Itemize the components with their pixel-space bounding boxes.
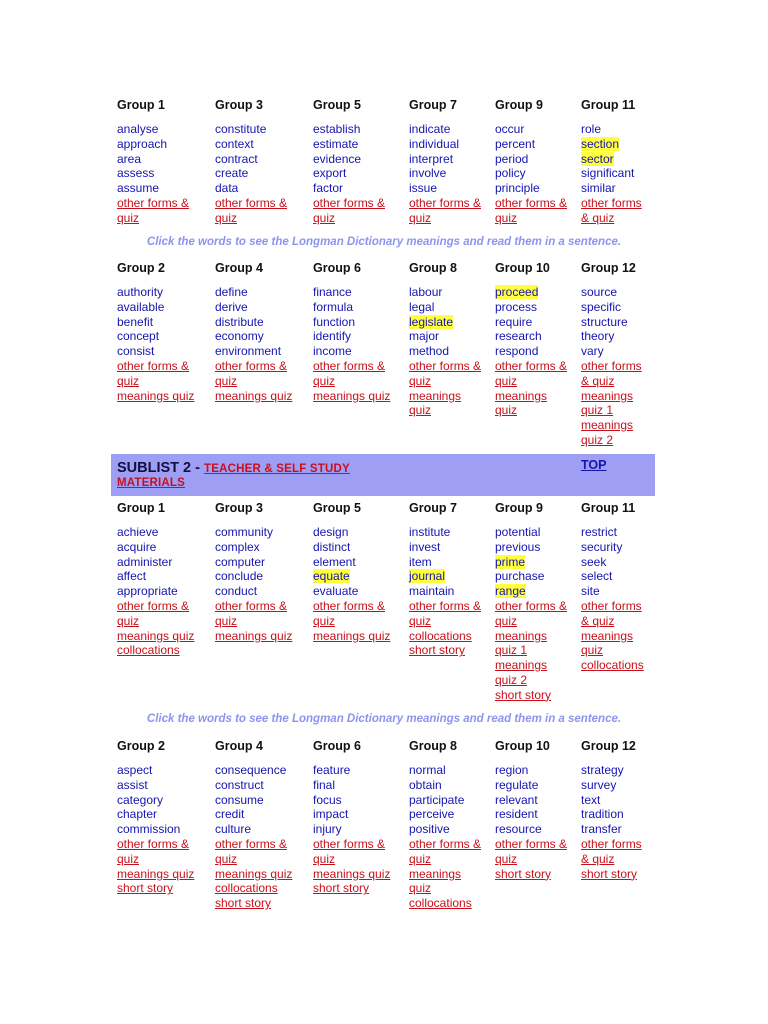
meanings-quiz-link[interactable]: quiz 1 [495,643,528,658]
other-forms-quiz-link[interactable]: & quiz [581,210,615,225]
other-forms-quiz-link[interactable]: & quiz [581,613,615,628]
highlighted-word: prime [495,554,526,569]
meanings-quiz-link[interactable]: quiz 1 [581,403,614,418]
word-link[interactable]: require [495,314,533,329]
other-forms-quiz-link[interactable]: other forms & [313,836,386,851]
word-link[interactable]: economy [215,329,264,344]
sublist-title-text: SUBLIST 2 - [117,460,205,476]
word-link[interactable]: evaluate [313,584,359,599]
word-link[interactable]: conduct [215,584,258,599]
meanings-quiz-link[interactable]: meanings [495,628,548,643]
word-link[interactable]: analyse [117,122,159,136]
word-link[interactable]: labour [409,285,443,299]
highlighted-word: equate [313,569,350,584]
short-story-link[interactable]: short story [495,866,552,881]
word-link[interactable]: environment [215,344,282,359]
word-link[interactable]: individual [409,136,460,151]
other-forms-quiz-link[interactable]: quiz [409,851,432,866]
other-forms-quiz-link[interactable]: other forms & [117,358,190,373]
word-link[interactable]: finance [313,285,352,299]
other-forms-quiz-link[interactable]: other forms & [409,358,482,373]
word-link[interactable]: legal [409,299,435,314]
word-link[interactable]: derive [215,299,248,314]
word-link[interactable]: formula [313,299,354,314]
group-header: Group 11 [581,501,636,515]
word-link[interactable]: define [215,285,248,299]
meanings-quiz-link[interactable]: quiz [495,403,518,418]
word-link[interactable]: function [313,314,356,329]
word-link[interactable]: acquire [117,539,157,554]
group-header: Group 12 [581,739,636,753]
group-header: Group 7 [409,501,457,515]
meanings-quiz-link[interactable]: meanings quiz [313,628,391,643]
word-link[interactable]: positive [409,822,450,837]
word-link[interactable]: construct [215,777,264,792]
word-link[interactable]: major [409,329,440,344]
word-link[interactable]: purchase [495,569,545,584]
other-forms-quiz-link[interactable]: quiz [409,373,432,388]
word-link[interactable]: establish [313,122,361,136]
word-link[interactable]: constitute [215,122,267,136]
word-link[interactable]: achieve [117,525,159,539]
group-header: Group 8 [409,739,457,753]
meanings-quiz-link[interactable]: quiz 2 [581,432,614,447]
meanings-quiz-link[interactable]: quiz 2 [495,672,528,687]
word-link[interactable]: category [117,792,164,807]
word-link[interactable]: participate [409,792,465,807]
group-header: Group 5 [313,501,361,515]
meanings-quiz-link[interactable]: meanings quiz [313,388,391,403]
meanings-quiz-link[interactable]: meanings [495,658,548,673]
word-link[interactable]: distribute [215,314,264,329]
word-link[interactable]: chapter [117,807,158,822]
word-link[interactable]: resource [495,822,542,837]
word-link[interactable]: specific [581,299,622,314]
meanings-quiz-link[interactable]: quiz [581,643,604,658]
word-link[interactable]: select [581,569,613,584]
group-header: Group 1 [117,98,165,112]
other-forms-quiz-link[interactable]: other forms & [409,836,482,851]
highlighted-word: proceed [495,285,539,299]
word-link[interactable]: vary [581,344,604,359]
other-forms-quiz-link[interactable]: quiz [215,210,238,225]
word-link[interactable]: consume [215,792,264,807]
word-link[interactable]: site [581,584,600,599]
sublist-title [117,460,350,476]
group-header: Group 8 [409,261,457,275]
word-link[interactable] [495,584,567,599]
word-link[interactable]: element [313,554,356,569]
meanings-quiz-link[interactable]: meanings [581,418,634,433]
word-link[interactable]: interpret [409,151,454,166]
word-link[interactable]: maintain [409,584,455,599]
group-header: Group 7 [409,98,457,112]
word-link[interactable]: administer [117,554,173,569]
other-forms-quiz-link[interactable]: other forms & [313,598,386,613]
other-forms-quiz-link[interactable]: other forms & [495,195,568,210]
word-link[interactable]: consist [117,344,155,359]
word-link[interactable]: regulate [495,777,539,792]
other-forms-quiz-link[interactable]: other forms [581,358,642,373]
word-link[interactable] [581,152,642,167]
meanings-quiz-link[interactable]: meanings quiz [313,866,391,881]
meanings-quiz-link[interactable]: meanings quiz [215,866,293,881]
other-forms-quiz-link[interactable]: quiz [495,373,518,388]
short-story-link[interactable]: short story [215,896,272,911]
word-link[interactable] [313,569,390,584]
group-header: Group 3 [215,98,263,112]
word-link[interactable]: final [313,777,336,792]
word-link[interactable]: previous [495,539,541,554]
other-forms-quiz-link[interactable]: quiz [495,210,518,225]
word-link[interactable]: policy [495,166,526,181]
word-link[interactable]: concept [117,329,160,344]
word-link[interactable]: estimate [313,136,359,151]
other-forms-quiz-link[interactable]: other forms & [495,836,568,851]
word-link[interactable]: contract [215,151,258,166]
short-story-link[interactable]: short story [313,881,370,896]
instruction-note: Click the words to see the Longman Dictionary meanings and read them in a sentence. [146,236,622,248]
word-link[interactable]: normal [409,763,446,777]
word-link[interactable]: income [313,344,352,359]
word-link[interactable]: data [215,181,239,196]
word-link[interactable]: tradition [581,807,624,822]
word-link[interactable]: injury [313,822,342,837]
short-story-link[interactable]: short story [495,687,552,702]
group-header: Group 10 [495,261,550,275]
other-forms-quiz-link[interactable]: quiz [117,851,140,866]
word-link[interactable]: institute [409,525,451,539]
word-link[interactable]: principle [495,181,540,196]
meanings-quiz-link[interactable]: meanings [409,388,462,403]
other-forms-quiz-link[interactable]: quiz [409,613,432,628]
other-forms-quiz-link[interactable]: quiz [313,851,336,866]
other-forms-quiz-link[interactable]: other forms [581,836,642,851]
collocations-link[interactable]: collocations [581,658,644,673]
other-forms-quiz-link[interactable]: quiz [495,613,518,628]
word-link[interactable]: credit [215,807,245,822]
other-forms-quiz-link[interactable]: & quiz [581,373,615,388]
word-link[interactable]: available [117,299,165,314]
word-link[interactable] [581,137,642,152]
word-link[interactable]: assume [117,181,160,196]
group-header: Group 4 [215,261,263,275]
teacher-materials-link[interactable]: TEACHER & SELF STUDY [204,463,350,475]
short-story-link[interactable]: short story [117,881,174,896]
other-forms-quiz-link[interactable]: other forms & [215,598,288,613]
group-header: Group 3 [215,501,263,515]
word-link[interactable]: assess [117,166,155,181]
word-link[interactable]: indicate [409,122,451,136]
word-link[interactable]: feature [313,763,351,777]
other-forms-quiz-link[interactable]: & quiz [581,851,615,866]
other-forms-quiz-link[interactable]: other forms & [313,358,386,373]
short-story-link[interactable]: short story [409,643,466,658]
word-link[interactable]: assist [117,777,148,792]
word-link[interactable]: approach [117,136,168,151]
word-link[interactable]: significant [581,166,635,181]
other-forms-quiz-link[interactable]: other forms [581,195,642,210]
word-link[interactable]: culture [215,822,252,837]
highlighted-word: range [495,584,526,599]
group-header: Group 9 [495,501,543,515]
word-link[interactable]: impact [313,807,349,822]
word-link[interactable]: evidence [313,151,362,166]
group-header: Group 11 [581,98,636,112]
meanings-quiz-link[interactable]: meanings quiz [215,628,293,643]
word-link[interactable]: authority [117,285,164,299]
meanings-quiz-link[interactable]: quiz [409,403,432,418]
word-link[interactable]: text [581,792,601,807]
word-link[interactable] [409,315,481,330]
meanings-quiz-link[interactable]: meanings [409,866,462,881]
word-link[interactable]: export [313,166,347,181]
word-link[interactable]: seek [581,554,607,569]
collocations-link[interactable]: collocations [409,896,472,911]
word-link[interactable]: community [215,525,274,539]
highlighted-word: journal [409,569,446,584]
other-forms-quiz-link[interactable]: other forms & [409,598,482,613]
meanings-quiz-link[interactable]: quiz [409,881,432,896]
word-link[interactable]: theory [581,329,615,344]
word-link[interactable]: invest [409,539,441,554]
word-link[interactable]: factor [313,181,344,196]
other-forms-quiz-link[interactable]: quiz [215,613,238,628]
meanings-quiz-link[interactable]: meanings [581,628,634,643]
other-forms-quiz-link[interactable]: quiz [495,851,518,866]
other-forms-quiz-link[interactable]: other forms & [117,836,190,851]
highlighted-word: sector [581,151,614,166]
word-link[interactable]: create [215,166,249,181]
word-link[interactable]: affect [117,569,147,584]
other-forms-quiz-link[interactable]: other forms & [117,598,190,613]
word-link[interactable]: structure [581,314,628,329]
word-link[interactable]: security [581,539,623,554]
sublist-banner [111,454,655,496]
word-link[interactable]: design [313,525,349,539]
other-forms-quiz-link[interactable]: quiz [409,210,432,225]
instruction-note: Click the words to see the Longman Dictionary meanings and read them in a sentence. [146,713,622,725]
other-forms-quiz-link[interactable]: quiz [313,373,336,388]
group-header: Group 1 [117,501,165,515]
highlighted-word: section [581,136,620,151]
word-link[interactable]: obtain [409,777,442,792]
word-link[interactable]: percent [495,136,536,151]
other-forms-quiz-link[interactable]: other forms & [495,358,568,373]
word-link[interactable]: role [581,122,602,136]
teacher-materials-link[interactable]: MATERIALS [117,477,186,489]
word-link[interactable]: identify [313,329,352,344]
group-header: Group 5 [313,98,361,112]
other-forms-quiz-link[interactable]: quiz [215,851,238,866]
other-forms-quiz-link[interactable]: quiz [117,373,140,388]
word-link[interactable]: distinct [313,539,351,554]
other-forms-quiz-link[interactable]: quiz [117,613,140,628]
word-link[interactable]: method [409,344,450,359]
other-forms-quiz-link[interactable]: other forms & [495,598,568,613]
collocations-link[interactable]: collocations [409,628,472,643]
group-header: Group 12 [581,261,636,275]
word-link[interactable]: item [409,554,432,569]
word-link[interactable]: region [495,763,529,777]
word-link[interactable] [495,285,567,300]
word-link[interactable]: relevant [495,792,538,807]
other-forms-quiz-link[interactable]: quiz [313,613,336,628]
other-forms-quiz-link[interactable]: other forms & [313,195,386,210]
other-forms-quiz-link[interactable]: other forms & [215,358,288,373]
other-forms-quiz-link[interactable]: other forms & [409,195,482,210]
word-link[interactable]: period [495,151,529,166]
word-link[interactable]: source [581,285,618,299]
word-link[interactable]: research [495,329,542,344]
word-link[interactable]: perceive [409,807,455,822]
collocations-link[interactable]: collocations [215,881,278,896]
word-link[interactable]: aspect [117,763,153,777]
meanings-quiz-link[interactable]: meanings quiz [117,628,195,643]
other-forms-quiz-link[interactable]: quiz [117,210,140,225]
meanings-quiz-link[interactable]: meanings quiz [215,388,293,403]
group-header: Group 10 [495,739,550,753]
word-link[interactable]: respond [495,344,539,359]
word-link[interactable]: potential [495,525,541,539]
other-forms-quiz-link[interactable]: quiz [215,373,238,388]
meanings-quiz-link[interactable]: meanings [581,388,634,403]
short-story-link[interactable]: short story [581,866,638,881]
other-forms-quiz-link[interactable]: other forms & [117,195,190,210]
group-header: Group 6 [313,739,361,753]
meanings-quiz-link[interactable]: meanings [495,388,548,403]
word-link[interactable] [495,555,567,570]
word-link[interactable]: survey [581,777,617,792]
other-forms-quiz-link[interactable]: other forms & [215,836,288,851]
group-header: Group 6 [313,261,361,275]
other-forms-quiz-link[interactable]: other forms & [215,195,288,210]
word-link[interactable]: appropriate [117,584,178,599]
word-link[interactable]: occur [495,122,525,136]
word-link[interactable]: context [215,136,254,151]
word-link[interactable]: computer [215,554,266,569]
group-header: Group 2 [117,261,165,275]
other-forms-quiz-link[interactable]: quiz [313,210,336,225]
word-link[interactable]: similar [581,181,616,196]
word-link[interactable]: benefit [117,314,154,329]
word-link[interactable]: area [117,151,142,166]
word-link[interactable]: focus [313,792,342,807]
word-link[interactable]: consequence [215,763,287,777]
word-link[interactable] [409,569,481,584]
top-link[interactable]: TOP [581,458,607,472]
word-link[interactable]: strategy [581,763,624,777]
group-header: Group 9 [495,98,543,112]
word-link[interactable]: involve [409,166,447,181]
group-header: Group 4 [215,739,263,753]
word-link[interactable]: process [495,299,538,314]
meanings-quiz-link[interactable]: meanings quiz [117,866,195,881]
word-link[interactable]: conclude [215,569,264,584]
group-header: Group 2 [117,739,165,753]
word-link[interactable]: resident [495,807,538,822]
word-link[interactable]: transfer [581,822,622,837]
word-link[interactable]: complex [215,539,260,554]
collocations-link[interactable]: collocations [117,643,180,658]
highlighted-word: legislate [409,314,454,329]
word-link[interactable]: commission [117,822,181,837]
word-link[interactable]: restrict [581,525,617,539]
other-forms-quiz-link[interactable]: other forms [581,598,642,613]
meanings-quiz-link[interactable]: meanings quiz [117,388,195,403]
word-link[interactable]: issue [409,181,438,196]
